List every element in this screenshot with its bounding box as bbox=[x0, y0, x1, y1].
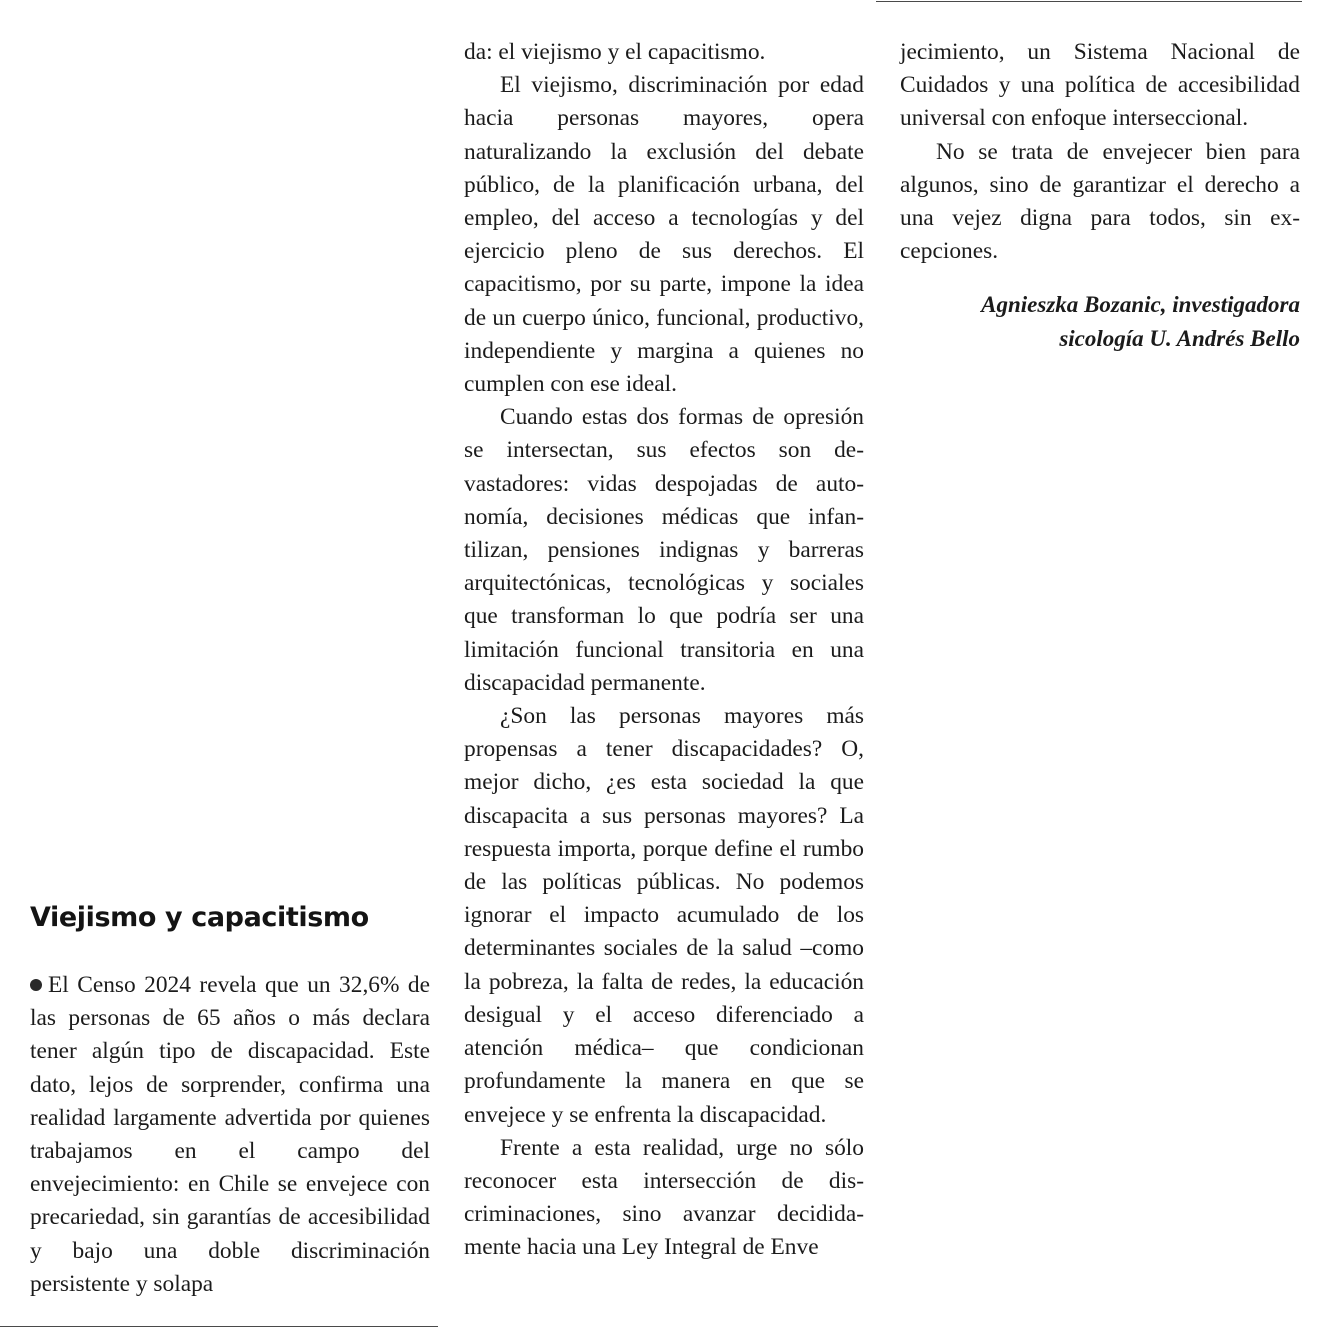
paragraph: ¿Son las personas mayores más propensas a tener discapacidades? O, mejor dicho, ¿es esta sociedad la que discapacita a sus personas mayores? La respuesta importa, porque define el rumbo de las políticas públicas. No podemos ignorar el impacto acumulado de los determinantes sociales de la salud –como la pobreza, la falta de redes, la educación desigual y el acceso diferenciado a atención médica– que condicionan profundamente la manera en que se envejece y se enfrenta la discapacidad. bbox=[464, 703, 864, 1128]
top-rule bbox=[876, 1, 1302, 2]
paragraph: El viejismo, discriminación por edad hacia personas mayores, opera naturalizando la exclusión del debate público, de la planificación urbana, del empleo, del acceso a tecnologías y del ejercicio pleno de sus derechos. El capacitismo, por su parte, impone la idea de un cuerpo único, funcional, productivo, independiente y margina a quienes no cumplen con ese ideal. bbox=[464, 72, 864, 398]
article-heading: Viejismo y capacitismo bbox=[30, 902, 369, 933]
paragraph: Cuando estas dos formas de opresión se intersectan, sus efectos son devastadores: vidas despojadas de autonomía, decisiones médicas que infantilizan, pensiones indignas y barreras arquitectónicas, tecnológicas y sociales que transforman lo que podría ser una limitación funcional transitoria en una discapacidad permanente. bbox=[464, 404, 864, 696]
paragraph bbox=[30, 969, 430, 1301]
column-left bbox=[30, 969, 430, 1301]
paragraph: No se trata de envejecer bien para algunos, sino de garantizar el derecho a una vejez digna para todos, sin excepciones. bbox=[900, 138, 1300, 265]
paragraph: jecimiento, un Sistema Nacional de Cuidados y una política de accesibilidad universal con enfoque interseccional. bbox=[900, 39, 1300, 132]
author-affiliation-line: sicología U. Andrés Bello bbox=[1059, 325, 1300, 351]
column-middle bbox=[464, 36, 864, 1265]
column-right bbox=[900, 36, 1300, 355]
bullet-icon bbox=[30, 979, 42, 991]
paragraph: Frente a esta realidad, urge no sólo reconocer esta intersección de discriminaciones, sino avanzar decididamente hacia una Ley Integral de Enve bbox=[464, 1134, 864, 1261]
paragraph: da: el viejismo y el capacitismo. bbox=[464, 39, 766, 65]
author-signature bbox=[900, 288, 1300, 354]
bottom-rule bbox=[0, 1326, 438, 1327]
author-name-line: Agnieszka Bozanic, investigadora bbox=[981, 292, 1300, 318]
paragraph-text: El Censo 2024 revela que un 32,6% de las personas de 65 años o más declara tener algún tipo de discapacidad. Este dato, lejos de sorprender, confirma una realidad largamente advertida por quienes trabajamos en el campo del envejecimiento: en Chile se envejece con precariedad, sin garantías de accesibilidad y bajo una doble discriminación persistente y solapa bbox=[30, 972, 430, 1297]
